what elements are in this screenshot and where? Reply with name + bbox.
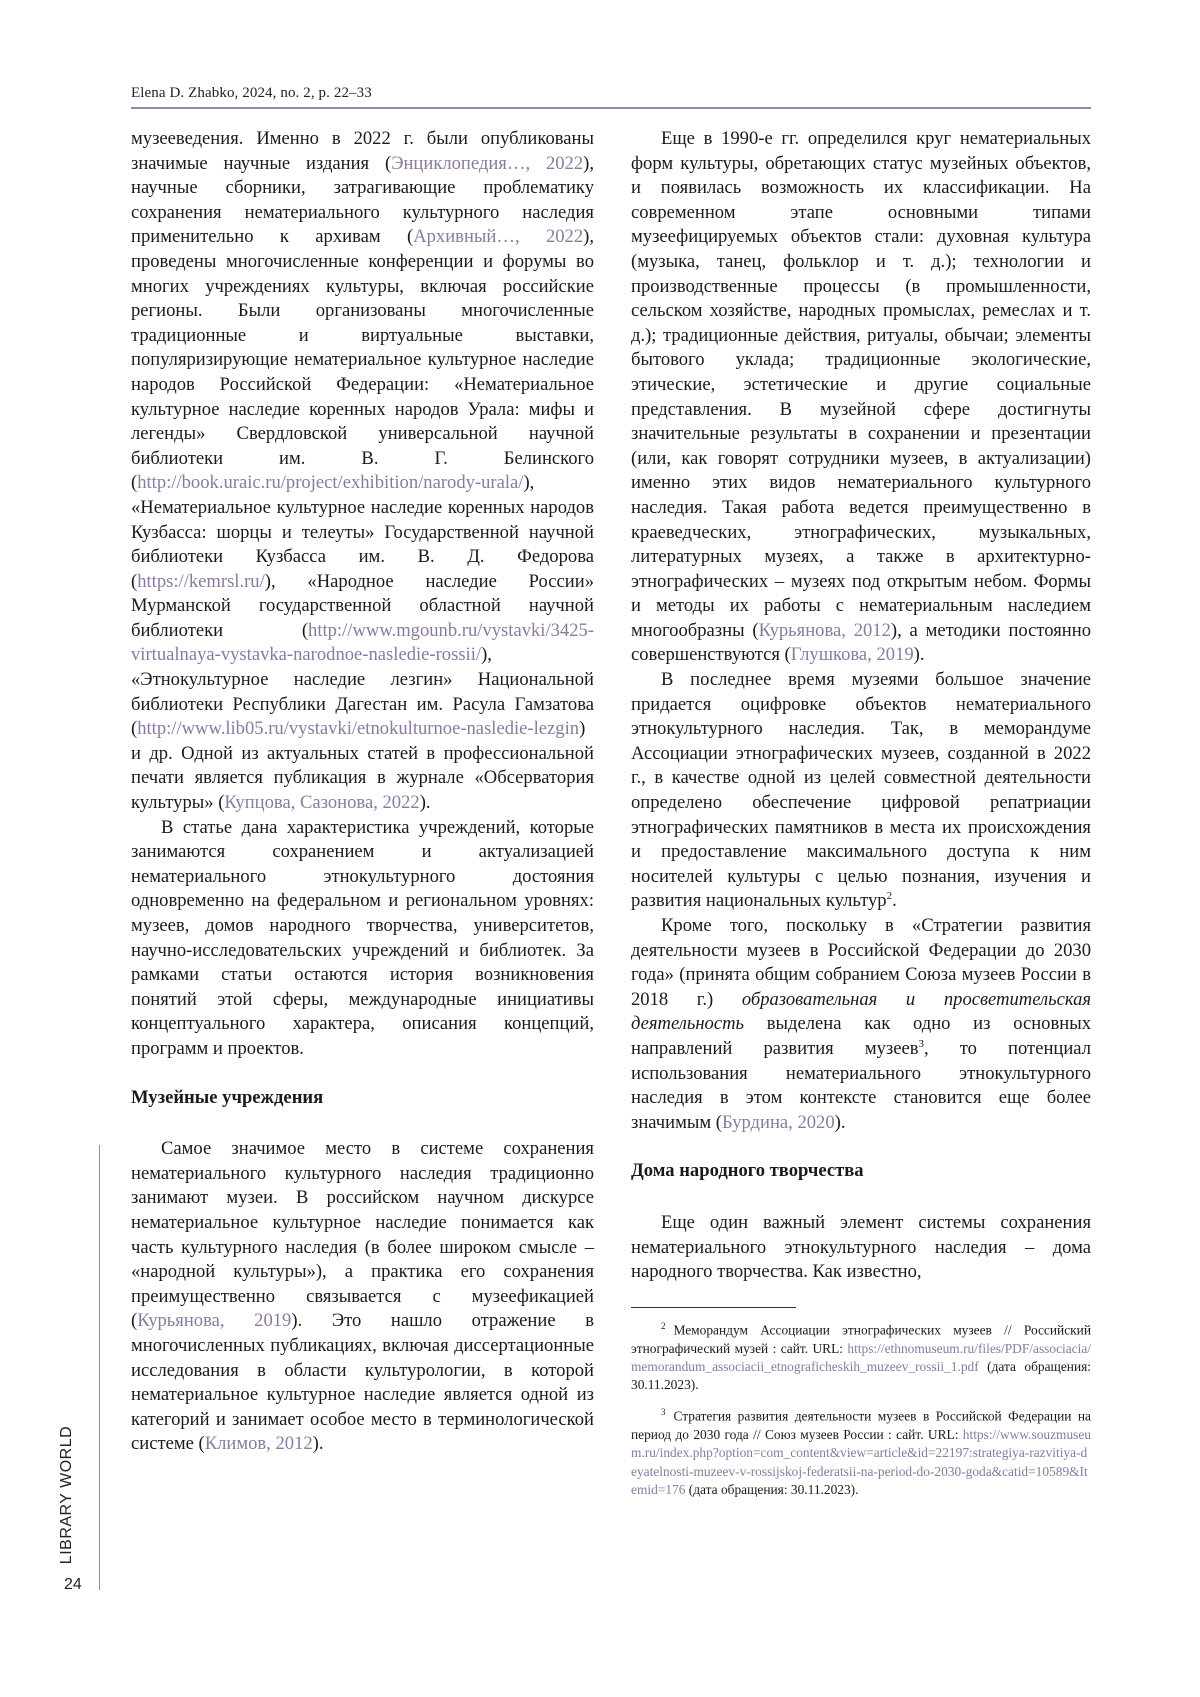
text: Самое значимое место в системе сохранения нематериального культурного наследия традиционно занимают музеи. В российском научном дискурсе нематериальное культурное наследие понимается как часть культурного наследия (в более широком смысле – «народной культуры»), а практика его сохранения преимущественно связывается с музеефикацией ( bbox=[131, 1138, 594, 1331]
text: В последнее время музеями большое значение придается оцифровке объектов нематериального этнокультурного наследия. Так, в меморандуме Ассоциации этнографических музеев, созданной в 2022 г., в качестве одной из целей совместной деятельности определено обеспечение цифровой репатриации этнографических памятников в места их происхождения и предоставление максимального доступа к ним носителей культуры с целью познания, изучения и развития национальных культур bbox=[631, 669, 1091, 911]
text: ), «Нематериальное культурное наследие коренных народов Кузбасса: шорцы и телеуты» Государственной научной библиотеки Кузбасса им. В. Д. Федорова ( bbox=[131, 472, 594, 591]
footnote bbox=[631, 1317, 1091, 1395]
page-number: 24 bbox=[64, 1576, 82, 1594]
paragraph: В статье дана характеристика учреждений, которые занимаются сохранением и актуализацией нематериального этнокультурного достояния одновременно на федеральном и региональном уровнях: музеев, домов народного творчества, университетов, научно-исследовательских учреждений и библиотек. За рамками статьи остаются история возникновения понятий этой сферы, международные инициативы концептуального характера, описания концепций, программ и проектов. bbox=[131, 816, 594, 1062]
footnote-number: 3 bbox=[661, 1407, 666, 1417]
citation-link[interactable]: Энциклопедия…, 2022 bbox=[391, 153, 583, 174]
paragraph bbox=[631, 914, 1091, 1135]
citation-link[interactable]: Климов, 2012 bbox=[205, 1433, 313, 1454]
text: (дата обращения: 30.11.2023). bbox=[685, 1482, 858, 1497]
journal-side-label bbox=[56, 1410, 78, 1580]
text: Кроме того, поскольку в «Стратегии развития деятельности музеев в Российской Федерации до 2030 года» (принята общим собранием Союза музеев России в 2018 г.) bbox=[631, 915, 1091, 1010]
citation-link[interactable]: Глушкова, 2019 bbox=[791, 644, 914, 665]
citation-link[interactable]: Курьянова, 2012 bbox=[759, 620, 891, 641]
footnote-ref[interactable]: 2 bbox=[887, 890, 893, 902]
url-link[interactable]: https://kemrsl.ru/ bbox=[137, 571, 265, 592]
text: . bbox=[892, 890, 897, 911]
text: ). bbox=[313, 1433, 324, 1454]
header-rule bbox=[131, 107, 1091, 109]
running-head: Elena D. Zhabko, 2024, no. 2, p. 22–33 bbox=[131, 85, 372, 102]
journal-name: LIBRARY WORLD bbox=[58, 1426, 76, 1564]
right-column bbox=[631, 127, 1091, 1507]
text: выделена как одно из основных направлений развития музеев bbox=[631, 1013, 1091, 1059]
section-heading: Музейные учреждения bbox=[131, 1086, 594, 1111]
footnote bbox=[631, 1403, 1091, 1500]
text: Меморандум Ассоциации этнографических музеев // Российский этнографический музей : сайт. URL: bbox=[631, 1322, 1091, 1355]
url-link[interactable]: http://www.lib05.ru/vystavki/etnokulturnoe-nasledie-lezgin bbox=[137, 718, 579, 739]
text: Стратегия развития деятельности музеев в Российской Федерации на период до 2030 года // Союз музеев России : сайт. URL: bbox=[631, 1408, 1091, 1441]
url-link[interactable]: https://www.souzmuseum.ru/index.php?option=com_content&view=article&id=22197:strategiya-razvitiya-deyatelnosti-muzeev-v-rossijskoj-federatsii-na-period-do-2030-goda&catid=10589&Itemid=176 bbox=[631, 1427, 1091, 1497]
citation-link[interactable]: Курьянова, 2019 bbox=[137, 1310, 291, 1331]
text: ). bbox=[420, 792, 431, 813]
footnote-number: 2 bbox=[661, 1321, 666, 1331]
citation-link[interactable]: Купцова, Сазонова, 2022 bbox=[224, 792, 419, 813]
paragraph bbox=[131, 1137, 594, 1457]
paragraph bbox=[631, 668, 1091, 914]
citation-link[interactable]: Бурдина, 2020 bbox=[722, 1112, 835, 1133]
text: музееведения. Именно в 2022 г. были опубликованы значимые научные издания ( bbox=[131, 128, 594, 174]
text: ). Это нашло отражение в многочисленных публикациях, включая диссертационные исследования в области культурологии, в которой нематериальное культурное наследие является одной из категорий и занимает особое место в терминологической системе ( bbox=[131, 1310, 594, 1454]
footnote-ref[interactable]: 3 bbox=[919, 1038, 925, 1050]
text: ), а методики постоянно совершенствуются ( bbox=[631, 620, 1091, 666]
emphasis: образовательная и просветительская деятельность bbox=[631, 989, 1091, 1035]
paragraph bbox=[631, 127, 1091, 668]
text: (дата обращения: 30.11.2023). bbox=[631, 1359, 1091, 1392]
text: ), «Этнокультурное наследие лезгин» Национальной библиотеки Республики Дагестан им. Расула Гамзатова ( bbox=[131, 644, 594, 739]
side-rule bbox=[99, 1145, 100, 1590]
footnotes bbox=[631, 1307, 1091, 1500]
paragraph bbox=[131, 127, 594, 816]
text: , то потенциал использования нематериального этнокультурного наследия в этом контексте становится еще более значимым ( bbox=[631, 1038, 1091, 1133]
url-link[interactable]: https://ethnomuseum.ru/files/PDF/associacia/memorandum_associacii_etnograficheskih_muzeev_rossii_1.pdf bbox=[631, 1341, 1091, 1374]
left-column bbox=[131, 127, 594, 1457]
text: Еще в 1990-е гг. определился круг нематериальных форм культуры, обретающих статус музейных объектов, и появилась возможность их классификации. На современном этапе основными типами музеефицируемых объектов стали: духовная культура (музыка, танец, фольклор и т. д.); технологии и производственные процессы (в промышленности, сельском хозяйстве, народных промыслах, ремеслах и т. д.); традиционные действия, ритуалы, обычаи; элементы бытового уклада; традиционные экологические, этические, эстетические и другие социальные представления. В музейной сфере достигнуты значительные результаты в сохранении и презентации (или, как говорят сотрудники музеев, в актуализации) именно этих видов нематериального культурного наследия. Такая работа ведется преимущественно в краеведческих, этнографических, музыкальных, литературных музеях, а также в архитектурно-этнографических – музеях под открытым небом. Формы и методы их работы с нематериальным наследием многообразны ( bbox=[631, 128, 1091, 641]
section-heading: Дома народного творчества bbox=[631, 1159, 1091, 1184]
text: ). bbox=[914, 644, 925, 665]
citation-link[interactable]: Архивный…, 2022 bbox=[413, 226, 583, 247]
paragraph: Еще один важный элемент системы сохранения нематериального этнокультурного наследия – дома народного творчества. Как известно, bbox=[631, 1211, 1091, 1285]
text: ) и др. Одной из актуальных статей в профессиональной печати является публикация в журнале «Обсерватория культуры» ( bbox=[131, 718, 594, 813]
text: ), проведены многочисленные конференции и форумы во многих учреждениях культуры, включая российские регионы. Были организованы многочисленные традиционные и виртуальные выставки, популяризирующие нематериальное культурное наследие народов Российской Федерации: «Нематериальное культурное наследие коренных народов Урала: мифы и легенды» Свердловской универсальной научной библиотеки им. В. Г. Белинского ( bbox=[131, 226, 594, 493]
url-link[interactable]: http://www.mgounb.ru/vystavki/3425-virtualnaya-vystavka-narodnoe-nasledie-rossii/ bbox=[131, 620, 594, 666]
url-link[interactable]: http://book.uraic.ru/project/exhibition/narody-urala/ bbox=[137, 472, 523, 493]
text: ), «Народное наследие России» Мурманской государственной областной научной библиотеки ( bbox=[131, 571, 594, 641]
text: ). bbox=[835, 1112, 846, 1133]
text: ), научные сборники, затрагивающие проблематику сохранения нематериального культурного наследия применительно к архивам ( bbox=[131, 153, 594, 248]
